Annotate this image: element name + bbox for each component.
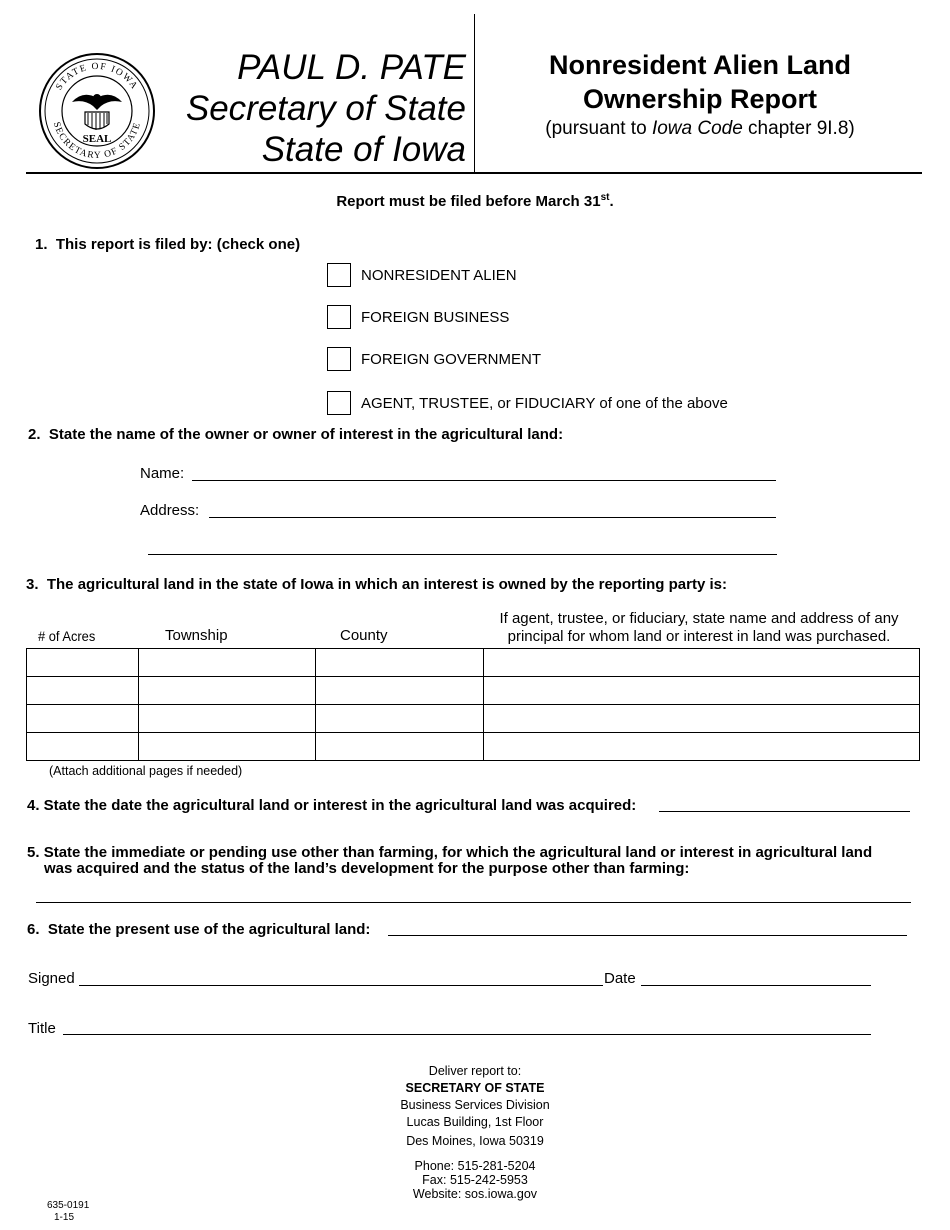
question-5 xyxy=(27,845,872,877)
seal-top-text: STATE OF IOWA xyxy=(54,61,140,93)
q2-number: 2. xyxy=(28,426,41,443)
q2-label: State the name of the owner or owner of interest in the agricultural land: xyxy=(48,426,564,443)
official-block xyxy=(186,47,466,170)
header-horizontal-divider xyxy=(26,172,922,174)
column-header-township: Township xyxy=(165,627,228,644)
checkbox-foreign-business[interactable] xyxy=(327,305,351,329)
delivery-address xyxy=(0,1063,950,1201)
intended-use-field[interactable] xyxy=(36,902,911,903)
option-label: FOREIGN BUSINESS xyxy=(361,308,510,326)
question-3 xyxy=(26,576,727,593)
township-cell[interactable] xyxy=(139,733,316,761)
q1-number: 1. xyxy=(35,236,48,253)
form-number xyxy=(47,1200,89,1224)
form-code: 635-0191 xyxy=(47,1200,90,1211)
table-row xyxy=(27,677,920,705)
q6-number: 6. xyxy=(27,921,40,938)
principal-cell[interactable] xyxy=(484,733,920,761)
table-row xyxy=(27,649,920,677)
form-title-line-1: Nonresident Alien Land xyxy=(548,50,852,80)
seal-center-text: SEAL xyxy=(82,133,112,145)
township-cell[interactable] xyxy=(139,649,316,677)
checkbox-foreign-government[interactable] xyxy=(327,347,351,371)
official-name: PAUL D. PATE xyxy=(237,48,466,87)
county-cell[interactable] xyxy=(316,705,484,733)
present-use-field[interactable] xyxy=(388,935,907,936)
svg-text:STATE OF IOWA xyxy=(54,62,139,92)
column-header-acres: # of Acres xyxy=(38,628,96,644)
phone-number: Phone: 515-281-5204 xyxy=(414,1159,536,1173)
subtitle-post: chapter 9I.8) xyxy=(742,118,855,139)
checkbox-agent-trustee-fiduciary[interactable] xyxy=(327,391,351,415)
building-name: Lucas Building, 1st Floor xyxy=(406,1115,544,1129)
address-field-line-2[interactable] xyxy=(148,554,777,555)
option-label: FOREIGN GOVERNMENT xyxy=(361,350,542,368)
deadline-text: Report must be filed before March 31 xyxy=(336,193,601,210)
option-label: AGENT, TRUSTEE, or FIDUCIARY of one of the above xyxy=(361,394,728,412)
option-agent-trustee-fiduciary[interactable] xyxy=(327,391,728,415)
date-label: Date xyxy=(604,970,636,987)
acres-cell[interactable] xyxy=(27,705,139,733)
table-row xyxy=(27,705,920,733)
option-label: NONRESIDENT ALIEN xyxy=(361,266,517,284)
q6-label: State the present use of the agricultural land: xyxy=(47,921,371,938)
township-cell[interactable] xyxy=(139,677,316,705)
form-title-line-2: Ownership Report xyxy=(582,84,818,114)
address-label: Address: xyxy=(140,502,200,519)
checkbox-nonresident-alien[interactable] xyxy=(327,263,351,287)
column-header-principal: If agent, trustee, or fiduciary, state name and address of any principal for whom land or interest in land was purchased. xyxy=(499,610,899,645)
acres-cell[interactable] xyxy=(27,677,139,705)
q4-label: . State the date the agricultural land or interest in the agricultural land was acquired: xyxy=(35,797,637,814)
question-4 xyxy=(27,797,636,814)
form-title xyxy=(500,48,900,116)
title-field[interactable] xyxy=(63,1034,871,1035)
deadline-sup: st xyxy=(600,192,610,203)
office-name: SECRETARY OF STATE xyxy=(405,1081,545,1095)
principal-cell[interactable] xyxy=(484,705,920,733)
division-name: Business Services Division xyxy=(400,1098,550,1112)
form-revision: 1-15 xyxy=(54,1212,75,1223)
principal-cell[interactable] xyxy=(484,677,920,705)
principal-cell[interactable] xyxy=(484,649,920,677)
question-2 xyxy=(28,426,563,443)
subtitle-pre: (pursuant to xyxy=(545,118,652,139)
attach-pages-note: (Attach additional pages if needed) xyxy=(49,764,243,778)
name-label: Name: xyxy=(140,465,185,482)
question-6 xyxy=(27,921,370,938)
official-office: Secretary of State xyxy=(185,89,466,128)
county-cell[interactable] xyxy=(316,649,484,677)
city-state-zip: Des Moines, Iowa 50319 xyxy=(406,1134,544,1148)
deliver-label: Deliver report to: xyxy=(428,1064,522,1078)
signed-label: Signed xyxy=(28,970,75,987)
q5-label-line-2: was acquired and the status of the land’s development for the purpose other than farming: xyxy=(44,860,690,877)
option-nonresident-alien[interactable] xyxy=(327,263,517,287)
township-cell[interactable] xyxy=(139,705,316,733)
form-subtitle xyxy=(500,118,900,140)
land-table xyxy=(26,648,920,761)
signature-date-field[interactable] xyxy=(641,985,871,986)
deadline-end: . xyxy=(609,193,614,210)
acres-cell[interactable] xyxy=(27,733,139,761)
address-field-line-1[interactable] xyxy=(209,517,776,518)
q3-number: 3. xyxy=(26,576,39,593)
q5-number: 5. xyxy=(27,844,40,861)
website-link[interactable]: Website: sos.iowa.gov xyxy=(412,1187,538,1201)
question-1 xyxy=(35,236,300,253)
header-vertical-divider xyxy=(474,14,475,174)
seal-bottom-text: SECRETARY OF STATE xyxy=(50,120,144,162)
column-header-county: County xyxy=(340,627,388,644)
option-foreign-government[interactable] xyxy=(327,347,541,371)
q1-label: This report is filed by: (check one) xyxy=(55,236,301,253)
fax-number: Fax: 515-242-5953 xyxy=(422,1173,528,1187)
acquisition-date-field[interactable] xyxy=(659,811,910,812)
option-foreign-business[interactable] xyxy=(327,305,509,329)
filing-deadline xyxy=(0,192,950,210)
q3-label: The agricultural land in the state of Iowa in which an interest is owned by the reporting party is: xyxy=(46,576,727,593)
q5-label-line-1: State the immediate or pending use other than farming, for which the agricultural land or interest in agricultural land xyxy=(43,844,873,861)
subtitle-code: Iowa Code xyxy=(651,118,743,139)
official-state: State of Iowa xyxy=(261,130,466,169)
county-cell[interactable] xyxy=(316,677,484,705)
table-row xyxy=(27,733,920,761)
iowa-seal-logo xyxy=(38,52,156,170)
title-label: Title xyxy=(28,1020,56,1037)
name-field[interactable] xyxy=(192,480,776,481)
acres-cell[interactable] xyxy=(27,649,139,677)
county-cell[interactable] xyxy=(316,733,484,761)
q4-number: 4 xyxy=(27,797,36,814)
signature-field[interactable] xyxy=(79,985,603,986)
